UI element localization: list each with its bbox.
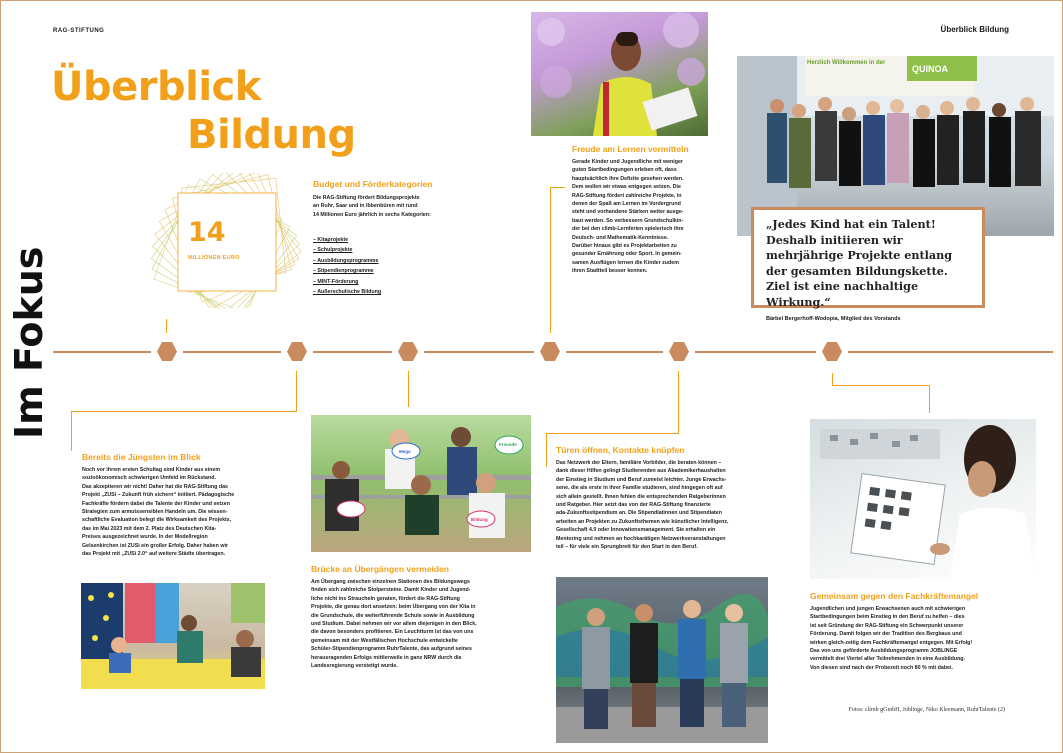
section-label: Überblick Bildung [940, 25, 1009, 34]
budget-unit: MILLIONEN EURO [188, 255, 240, 261]
photo-illustration [81, 583, 265, 689]
budget-text: Die RAG-Stiftung fördert Bildungsprojekte an Ruhr, Saar und in Ibbenbüren mit rund 14 Millionen Euro jährlich in sechs Kategorien: [313, 195, 431, 218]
photo-joblinge [810, 419, 1036, 579]
bruecke-heading: Brücke an Übergängen vermeiden [311, 564, 449, 574]
freude-text: Gerade Kinder und Jugendliche mit weniger guten Startbedingungen erleben oft, dass hauptsächlich ihre Defizite gesehen werden. Dem wollen wir etwas entgegen setzen. Die RAG-Stiftung fördert zahlreiche Projekte, in denen der Spaß am Lernen im Vordergrund steht und vorhandene Stärken weiter ausge- baut werden. So verbessern Grundschulkin- der bei den climb-Lernferien spielerisch ihre Deutsch- und Mathematik-Kenntnisse. Darüber hinaus gibt es Projektarbeiten zu gesunder Ernährung oder Sport. In gemein- samen Ausflügen lernen die Kinder zudem ihren Stadtteil besser kennen. [572, 159, 684, 275]
quote-text: „Jedes Kind hat ein Talent! Deshalb initiieren wir mehrjährige Projekte entlang der gesamten Bildungskette. Ziel ist eine nachhaltige Wirkung.“ [766, 217, 953, 309]
fachkraefte-heading: Gemeinsam gegen den Fachkräftemangel [810, 591, 979, 601]
photo-credits: Fotos: climb gGmbH, Joblinge, Niko Kleemann, RuhrTalente (2) [848, 707, 1005, 713]
connector-line [166, 319, 167, 333]
connector-line [546, 433, 679, 434]
tueren-text: Das Netzwerk der Eltern, familiäre Vorbilder, die beraten können – dank dieser Hilfen gelingt Studierenden aus Akademikerhaushalten der Einstieg in Studium und Beruf zumeist leichter. Junge Erwachs- sene, die als erste in ihrer Familie studieren, sind hingegen oft auf sich allein gestellt. Ihnen fehlen die entsprechenden Ratgeberinnen und Ratgeber. Hier setzt das von der RAG-Stiftung finanzierte ada-Zukunftsstipendium an. Die Stipendiatinnen und Stipendiaten arbeiten an Projekten zu Zukunftsthemen wie künstlicher Intelligenz, Gesellschaft 4.0 oder Innovationsmanagement. Sie erhalten ein Mentoring und nehmen an hochkarätigen Netzwerkveranstaltungen teil – für viele ein Sprungbrett für den Start in den Beruf. [556, 460, 729, 551]
photo-kita [81, 583, 265, 689]
category-item: – Kitaprojekte [313, 237, 349, 243]
category-item: – Ausbildungsprogramme [313, 257, 379, 264]
timeline-node [669, 342, 689, 361]
banner-welcome: Herzlich Willkommen in der [807, 60, 886, 66]
connector-line [71, 411, 297, 412]
connector-line [550, 187, 565, 188]
connector-line [832, 373, 833, 385]
connector-line [550, 187, 551, 333]
sign-text: Bildung [471, 517, 488, 522]
quote-box [751, 207, 985, 322]
connector-line [71, 411, 72, 451]
timeline-node [540, 342, 560, 361]
budget-heading: Budget und Förderkategorien [313, 179, 433, 189]
category-item: – Außerschulische Bildung [313, 289, 382, 296]
brand-label: RAG-STIFTUNG [53, 28, 105, 34]
connector-line [929, 385, 930, 413]
juengste-heading: Bereits die Jüngsten im Blick [82, 452, 201, 462]
photo-illustration [810, 419, 1036, 579]
timeline-node [287, 342, 307, 361]
page-title-line2: Bildung [187, 112, 356, 158]
connector-line [296, 371, 297, 411]
category-item: – MINT-Förderung [313, 278, 359, 285]
bruecke-text: Am Übergang zwischen einzelnen Stationen des Bildungswegs finden sich zahlreiche Stolpersteine. Damit Kinder und Jugend- liche nicht ins Straucheln geraten, fördert die RAG-Stiftung Projekte, die genau dort ansetzen: beim Übergang von der Kita in die Grundschule, die weiterführende Schule sowie in Ausbildung und Studium. Dabei nehmen wir vor allem diejenigen in den Blick, die davon besonders profitieren. Ein Leuchtturm ist das von uns gemeinsam mit der Westfälischen Hochschule entwickelte Schüler-Stipendienprogramm RuhrTalente, das aufgrund seines herausragenden Erfolgs mittlerweile in ganz NRW durch die Landesregierung verstetigt wurde. [311, 579, 477, 670]
photo-ruhrtalente [311, 415, 531, 552]
banner-brand: QUINOA [912, 64, 948, 74]
photo-illustration [556, 577, 768, 743]
connector-line [408, 371, 409, 407]
budget-amount: 14 [188, 217, 226, 248]
category-item: – Schulprojekte [313, 247, 353, 254]
timeline-node [157, 342, 177, 361]
connector-line [832, 385, 930, 386]
quote-author: Bärbel Bergerhoff-Wodopia, Mitglied des Vorstands [766, 316, 901, 322]
category-list [313, 235, 433, 297]
fachkraefte-text: Jugendlichen und jungen Erwachsenen auch mit schwierigen Startbedingungen beim Einstieg in den Beruf zu helfen – dies ist seit Gründung der RAG-Stiftung ein Schwerpunkt unserer Förderung. Damit folgen wir der Tradition des Bergbaus und wirken gleich-zeitig dem Fachkräftemangel entgegen. Mit Erfolg! Das von uns geförderte Ausbildungsprogramm JOBLINGE vermittelt drei Viertel aller Teilnehmenden in eine Ausbildung. Von diesen sind nach der Probezeit noch 80 % mit dabei. [810, 606, 973, 671]
sign-text: Mega [399, 449, 411, 454]
page-title-line1: Überblick [51, 64, 261, 110]
juengste-text: Noch vor ihrem ersten Schultag sind Kinder aus einem sozioökonomisch schwierigen Umfeld im Rückstand. Das akzeptieren wir nicht! Daher hat die RAG-Stiftung das Projekt „ZUSi – Zukunft früh sichern“ initiiert. Pädagogische Fachkräfte fördern dabei die Talente der Kinder und setzen Strategien zum armutssensiblen Handeln um. Die wissen- schaftliche Evaluation belegt die Wirksamkeit des Projekts, das im Mai 2023 mit dem 2. Platz des Deutschen Kita- Preises ausgezeichnet wurde. In der Modellregion Gelsenkirchen ist ZUSi ein großer Erfolg. Daher haben wir das Projekt mit „ZUSi 2.0“ auf weitere Städte übertragen. [82, 467, 235, 558]
category-item: – Stipendienprogramme [313, 268, 374, 275]
timeline-node [822, 342, 842, 361]
freude-heading: Freude am Lernen vermitteln [572, 144, 689, 154]
photo-illustration [531, 12, 708, 136]
connector-line [546, 433, 547, 467]
timeline-node [398, 342, 418, 361]
tueren-heading: Türen öffnen, Kontakte knüpfen [556, 445, 685, 455]
photo-stipendiaten [556, 577, 768, 743]
sign-text: Freunde [499, 442, 517, 447]
connector-line [678, 371, 679, 433]
photo-girl-learning [531, 12, 708, 136]
photo-illustration [311, 415, 531, 552]
vertical-section-title: Im Fokus [7, 246, 51, 439]
